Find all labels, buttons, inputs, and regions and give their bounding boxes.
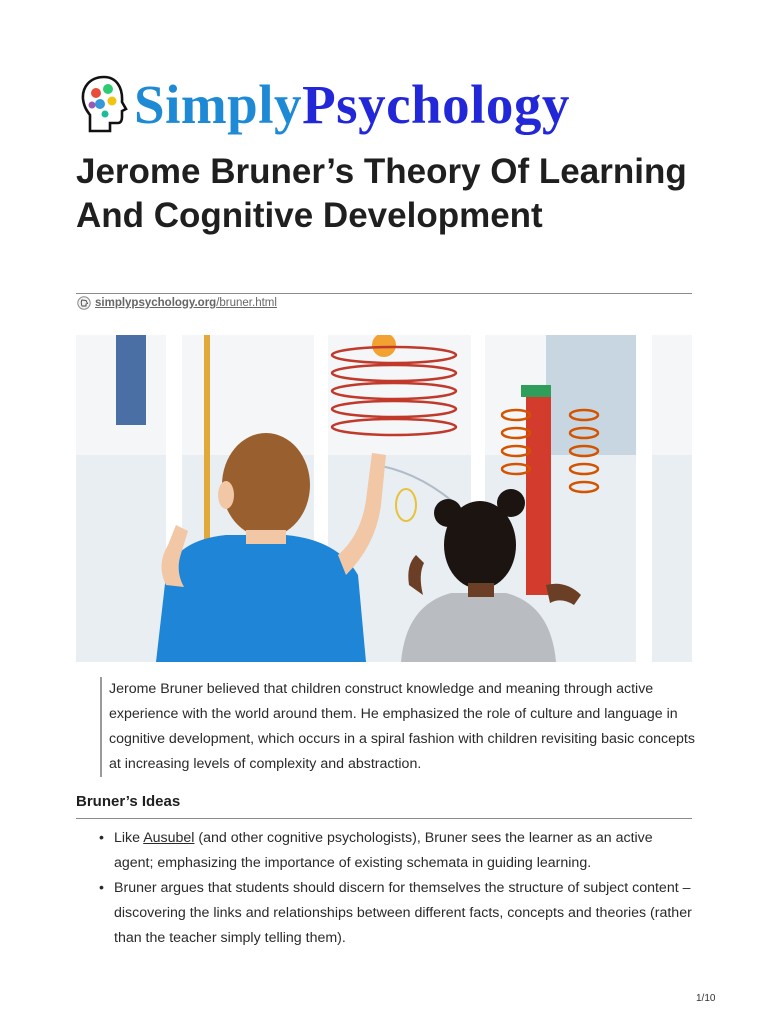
page-number: 1/10 bbox=[696, 993, 716, 1004]
idea-text-before: Like bbox=[114, 830, 144, 846]
source-url[interactable] bbox=[77, 296, 277, 310]
list-item bbox=[76, 876, 696, 951]
site-logo[interactable] bbox=[78, 68, 690, 140]
logo-part-simply: Simply bbox=[134, 73, 303, 135]
hero-photo bbox=[76, 335, 692, 662]
ideas-list bbox=[76, 826, 696, 951]
bullet-icon: • bbox=[99, 830, 104, 846]
idea-text: Bruner argues that students should discern for themselves the structure of subject content – discovering the links and relationships between different facts, concepts and theories (rather than the teacher simply telling them). bbox=[114, 880, 692, 946]
page-title: Jerome Bruner’s Theory Of Learning And Cognitive Development bbox=[76, 152, 687, 235]
source-domain: simplypsychology.org bbox=[95, 297, 217, 309]
idea-text-after: (and other cognitive psychologists), Bruner sees the learner as an active agent; emphasizing the importance of existing schemata in guiding learning. bbox=[114, 830, 653, 871]
source-link[interactable] bbox=[95, 297, 277, 309]
section-divider bbox=[76, 818, 692, 819]
list-item bbox=[76, 826, 696, 876]
site-favicon-icon bbox=[77, 296, 91, 310]
summary-callout: Jerome Bruner believed that children construct knowledge and meaning through active experience with the world around them. He emphasized the role of culture and language in cognitive development, which occurs in a spiral fashion with children revisiting basic concepts at increasing levels of complexity and abstraction. bbox=[100, 677, 709, 777]
source-path: /bruner.html bbox=[216, 297, 277, 309]
ausubel-link[interactable]: Ausubel bbox=[143, 830, 195, 846]
title-divider bbox=[76, 293, 692, 294]
logo-wordmark bbox=[134, 73, 570, 135]
head-gears-icon bbox=[78, 71, 130, 137]
children-museum-photo bbox=[76, 335, 692, 662]
section-heading-ideas: Bruner’s Ideas bbox=[76, 793, 181, 810]
bullet-icon: • bbox=[99, 880, 104, 896]
logo-part-psychology: Psychology bbox=[302, 73, 570, 135]
